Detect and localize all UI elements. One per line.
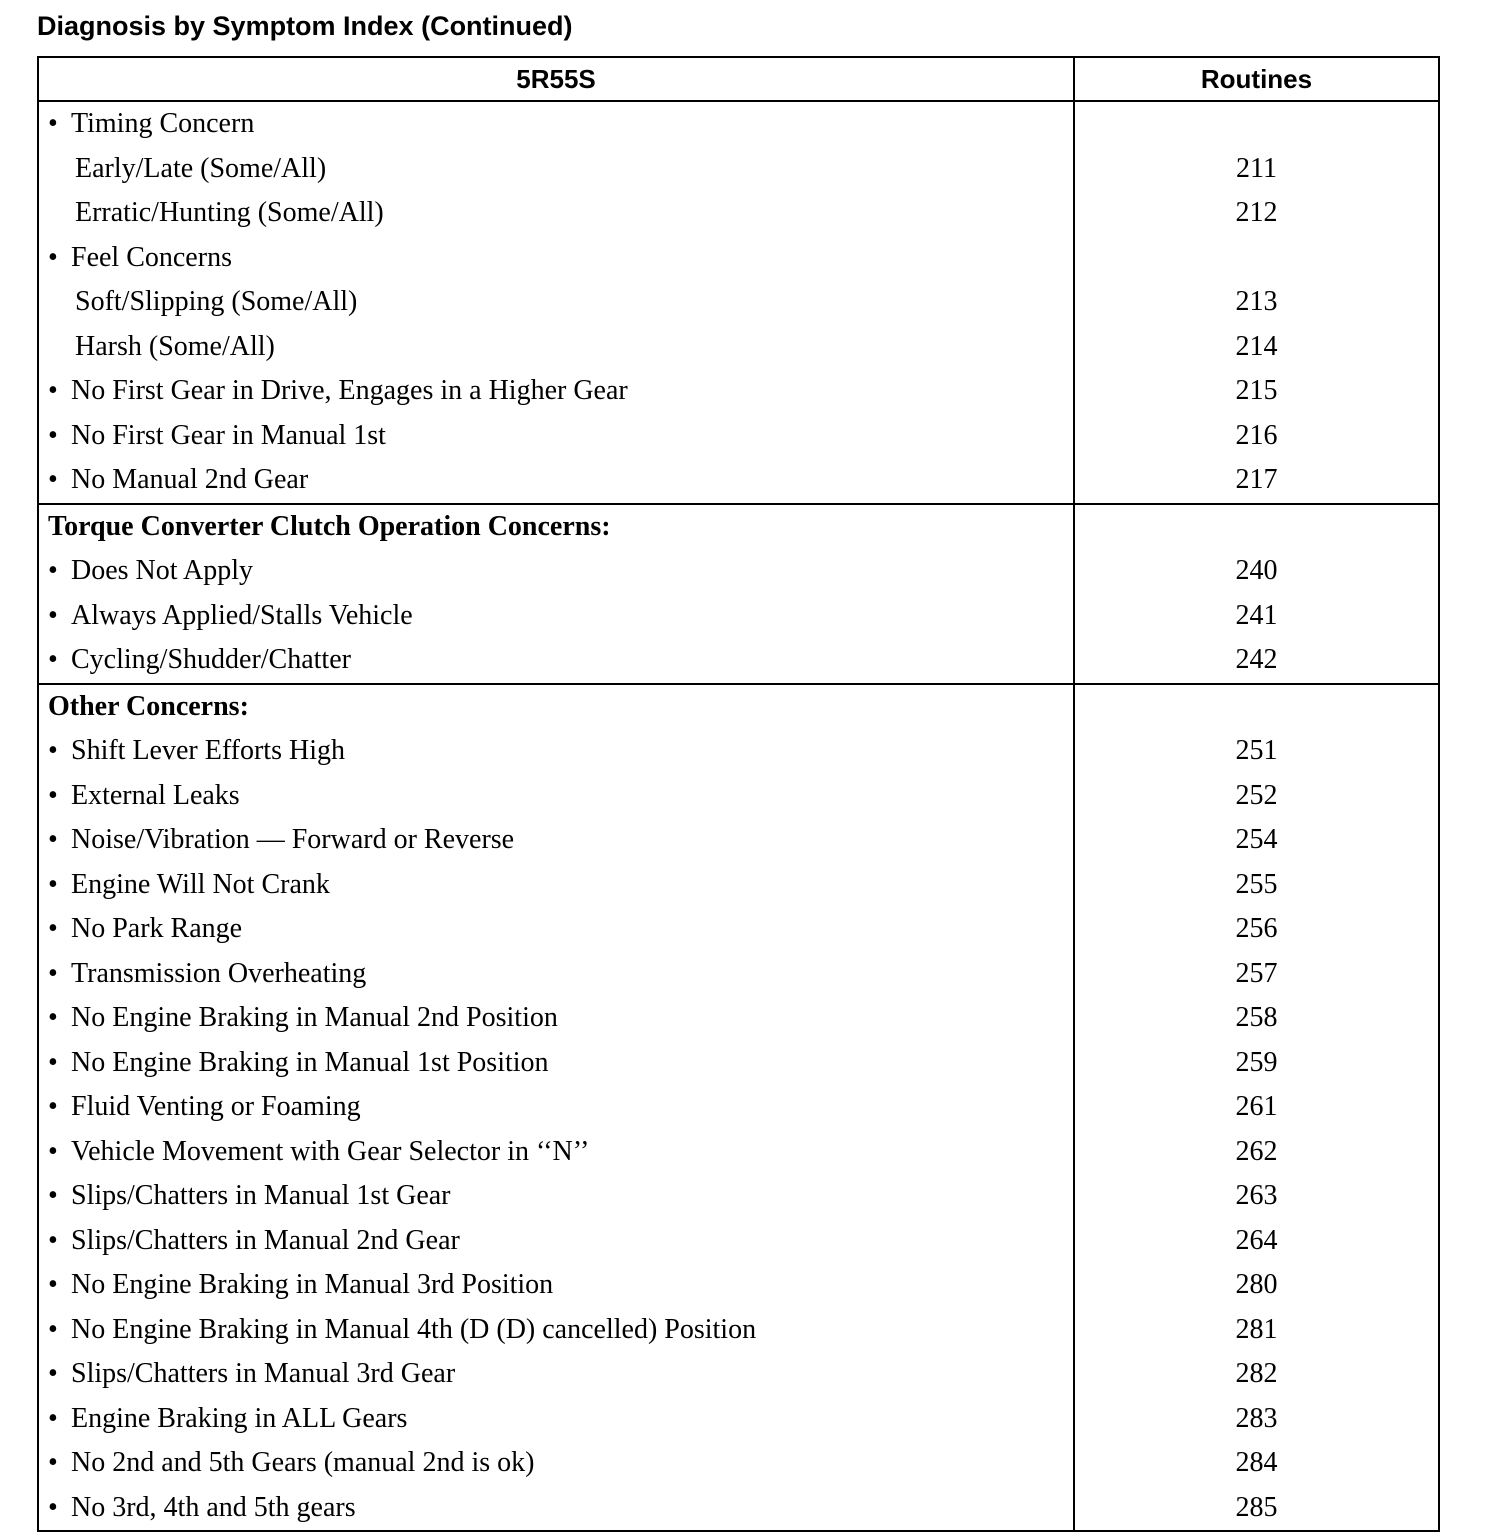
routine-number: 211: [1074, 147, 1439, 192]
symptom-text: Noise/Vibration — Forward or Reverse: [71, 824, 515, 856]
routine-number: [1074, 504, 1439, 550]
symptom-text: No Engine Braking in Manual 2nd Position: [71, 1002, 558, 1034]
symptom-text: Does Not Apply: [71, 555, 253, 587]
symptom-text: Engine Will Not Crank: [71, 868, 330, 900]
routine-number: 262: [1074, 1130, 1439, 1175]
routine-number: 215: [1074, 369, 1439, 414]
symptom-text: No First Gear in Drive, Engages in a Higher Gear: [71, 375, 628, 407]
bullet-icon: •: [48, 241, 58, 273]
column-header-routines: Routines: [1074, 57, 1439, 101]
routine-number: 263: [1074, 1174, 1439, 1219]
symptom-cell: [38, 236, 1074, 281]
page-title: Diagnosis by Symptom Index (Continued): [37, 11, 573, 41]
symptom-cell: [38, 907, 1074, 952]
bullet-icon: •: [48, 1269, 58, 1301]
table-row: [38, 638, 1439, 684]
symptom-text: Cycling/Shudder/Chatter: [71, 644, 351, 676]
routine-number: 254: [1074, 818, 1439, 863]
table-row: [38, 818, 1439, 863]
symptom-cell: [38, 325, 1074, 370]
bullet-icon: •: [48, 1447, 58, 1479]
bullet-icon: •: [48, 1224, 58, 1256]
symptom-cell: [38, 147, 1074, 192]
bullet-icon: •: [48, 1491, 58, 1523]
symptom-index-table: [37, 56, 1440, 1532]
table-row: [38, 191, 1439, 236]
table-body: [38, 101, 1439, 1531]
symptom-text: Slips/Chatters in Manual 2nd Gear: [71, 1224, 460, 1256]
group-heading: Torque Converter Clutch Operation Concerns:: [48, 510, 611, 542]
symptom-text: Shift Lever Efforts High: [71, 735, 345, 767]
routine-number: 216: [1074, 414, 1439, 459]
symptom-text: No Manual 2nd Gear: [71, 464, 309, 496]
symptom-text: Early/Late (Some/All): [75, 152, 327, 184]
bullet-icon: •: [48, 108, 58, 140]
routine-number: 284: [1074, 1441, 1439, 1486]
symptom-text: No First Gear in Manual 1st: [71, 419, 386, 451]
table-row: [38, 369, 1439, 414]
routine-number: 285: [1074, 1486, 1439, 1532]
table-row: [38, 729, 1439, 774]
table-row: [38, 1041, 1439, 1086]
bullet-icon: •: [48, 735, 58, 767]
routine-number: 257: [1074, 952, 1439, 997]
symptom-text: Feel Concerns: [71, 241, 232, 273]
routine-number: 217: [1074, 458, 1439, 504]
symptom-cell: [38, 191, 1074, 236]
routine-number: 240: [1074, 549, 1439, 594]
group-heading-row: [38, 504, 1439, 550]
table-row: [38, 594, 1439, 639]
symptom-text: Vehicle Movement with Gear Selector in ‘‘N’’: [71, 1135, 590, 1167]
table-row: [38, 101, 1439, 147]
bullet-icon: •: [48, 1358, 58, 1390]
group-heading: Other Concerns:: [48, 690, 249, 722]
bullet-icon: •: [48, 599, 58, 631]
bullet-icon: •: [48, 1002, 58, 1034]
bullet-icon: •: [48, 1180, 58, 1212]
group-heading-row: [38, 684, 1439, 730]
routine-number: 242: [1074, 638, 1439, 684]
symptom-cell: [38, 684, 1074, 730]
symptom-cell: [38, 996, 1074, 1041]
bullet-icon: •: [48, 1046, 58, 1078]
symptom-cell: [38, 1486, 1074, 1532]
symptom-cell: [38, 729, 1074, 774]
symptom-cell: [38, 952, 1074, 997]
routine-number: [1074, 101, 1439, 147]
symptom-text: No Engine Braking in Manual 4th (D (D) cancelled) Position: [71, 1313, 757, 1345]
routine-number: 282: [1074, 1352, 1439, 1397]
symptom-cell: [38, 1441, 1074, 1486]
bullet-icon: •: [48, 1313, 58, 1345]
routine-number: [1074, 236, 1439, 281]
table-row: [38, 414, 1439, 459]
bullet-icon: •: [48, 1135, 58, 1167]
routine-number: 214: [1074, 325, 1439, 370]
routine-number: 261: [1074, 1085, 1439, 1130]
symptom-text: Fluid Venting or Foaming: [71, 1091, 361, 1123]
symptom-cell: [38, 774, 1074, 819]
symptom-cell: [38, 1130, 1074, 1175]
table-header-row: [38, 57, 1439, 101]
bullet-icon: •: [48, 824, 58, 856]
symptom-text: Always Applied/Stalls Vehicle: [71, 599, 413, 631]
symptom-text: No Engine Braking in Manual 3rd Position: [71, 1269, 554, 1301]
table-row: [38, 1263, 1439, 1308]
table-row: [38, 1352, 1439, 1397]
symptom-text: No Engine Braking in Manual 1st Position: [71, 1046, 549, 1078]
bullet-icon: •: [48, 375, 58, 407]
routine-number: 251: [1074, 729, 1439, 774]
table-row: [38, 325, 1439, 370]
table-row: [38, 1308, 1439, 1353]
symptom-cell: [38, 504, 1074, 550]
bullet-icon: •: [48, 419, 58, 451]
routine-number: 252: [1074, 774, 1439, 819]
bullet-icon: •: [48, 464, 58, 496]
symptom-cell: [38, 414, 1074, 459]
routine-number: 256: [1074, 907, 1439, 952]
symptom-cell: [38, 1397, 1074, 1442]
table-row: [38, 549, 1439, 594]
symptom-text: Harsh (Some/All): [75, 330, 275, 362]
bullet-icon: •: [48, 913, 58, 945]
routine-number: 283: [1074, 1397, 1439, 1442]
routine-number: 264: [1074, 1219, 1439, 1264]
symptom-text: Transmission Overheating: [71, 957, 367, 989]
symptom-cell: [38, 1085, 1074, 1130]
symptom-cell: [38, 1352, 1074, 1397]
symptom-cell: [38, 863, 1074, 908]
routine-number: 255: [1074, 863, 1439, 908]
symptom-cell: [38, 549, 1074, 594]
table-row: [38, 907, 1439, 952]
symptom-cell: [38, 280, 1074, 325]
symptom-text: Soft/Slipping (Some/All): [75, 286, 358, 318]
symptom-cell: [38, 1308, 1074, 1353]
bullet-icon: •: [48, 1402, 58, 1434]
symptom-cell: [38, 594, 1074, 639]
column-header-transmission: 5R55S: [38, 57, 1074, 101]
bullet-icon: •: [48, 1091, 58, 1123]
symptom-cell: [38, 458, 1074, 504]
table-row: [38, 952, 1439, 997]
routine-number: 280: [1074, 1263, 1439, 1308]
bullet-icon: •: [48, 779, 58, 811]
table-row: [38, 863, 1439, 908]
symptom-cell: [38, 1263, 1074, 1308]
symptom-cell: [38, 818, 1074, 863]
bullet-icon: •: [48, 555, 58, 587]
symptom-cell: [38, 1041, 1074, 1086]
symptom-text: Timing Concern: [71, 108, 255, 140]
routine-number: [1074, 684, 1439, 730]
table-row: [38, 774, 1439, 819]
table-row: [38, 1219, 1439, 1264]
table-row: [38, 1130, 1439, 1175]
routine-number: 259: [1074, 1041, 1439, 1086]
symptom-cell: [38, 101, 1074, 147]
symptom-text: No 3rd, 4th and 5th gears: [71, 1491, 356, 1523]
bullet-icon: •: [48, 644, 58, 676]
symptom-text: Engine Braking in ALL Gears: [71, 1402, 408, 1434]
routine-number: 212: [1074, 191, 1439, 236]
symptom-text: External Leaks: [71, 779, 240, 811]
symptom-text: Slips/Chatters in Manual 3rd Gear: [71, 1358, 456, 1390]
symptom-cell: [38, 1174, 1074, 1219]
bullet-icon: •: [48, 957, 58, 989]
table-row: [38, 458, 1439, 504]
table-row: [38, 1085, 1439, 1130]
bullet-icon: •: [48, 868, 58, 900]
table-row: [38, 1486, 1439, 1532]
symptom-cell: [38, 369, 1074, 414]
routine-number: 258: [1074, 996, 1439, 1041]
table-row: [38, 236, 1439, 281]
routine-number: 213: [1074, 280, 1439, 325]
table-row: [38, 1441, 1439, 1486]
table-row: [38, 996, 1439, 1041]
symptom-text: Slips/Chatters in Manual 1st Gear: [71, 1180, 451, 1212]
symptom-text: Erratic/Hunting (Some/All): [75, 197, 384, 229]
symptom-text: No Park Range: [71, 913, 243, 945]
table-row: [38, 147, 1439, 192]
symptom-text: No 2nd and 5th Gears (manual 2nd is ok): [71, 1447, 535, 1479]
symptom-cell: [38, 1219, 1074, 1264]
table-row: [38, 1174, 1439, 1219]
routine-number: 281: [1074, 1308, 1439, 1353]
table-row: [38, 1397, 1439, 1442]
table-row: [38, 280, 1439, 325]
routine-number: 241: [1074, 594, 1439, 639]
symptom-cell: [38, 638, 1074, 684]
